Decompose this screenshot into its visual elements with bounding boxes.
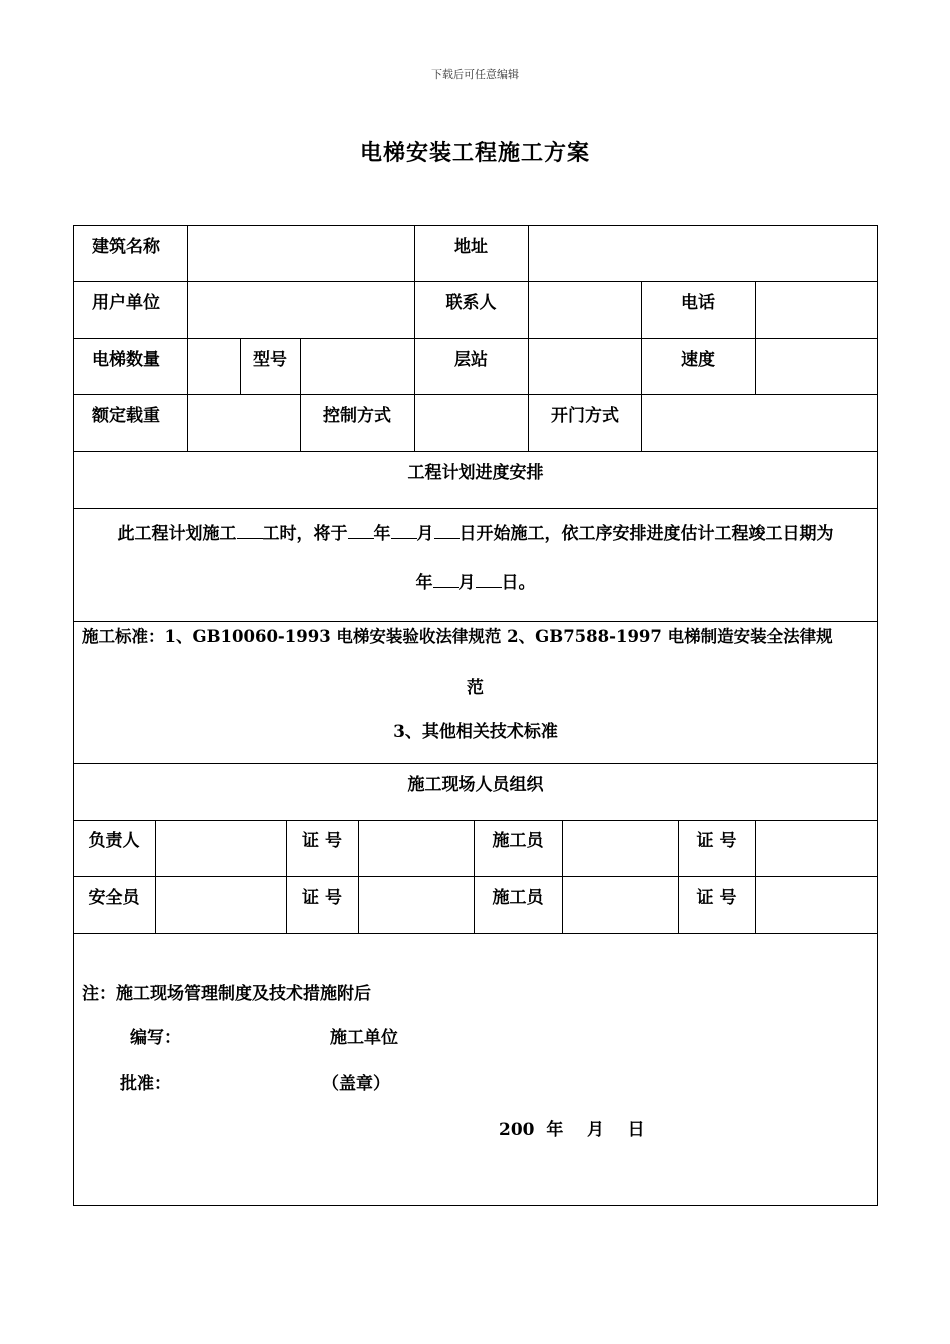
blank-underline <box>348 524 374 539</box>
col-divider <box>300 338 301 394</box>
label-building-name: 建筑名称 <box>92 237 160 257</box>
label-safety-officer: 安全员 <box>88 888 140 908</box>
schedule-heading: 工程计划进度安排 <box>407 463 544 483</box>
row-divider <box>73 621 878 622</box>
header-note: 下载后可任意编辑 <box>431 68 519 81</box>
col-divider <box>187 281 188 338</box>
schedule-text: 日。 <box>501 573 536 593</box>
blank-underline <box>434 524 460 539</box>
schedule-text: 日开始施工，依工序安排进度估计工程竣工日期为 <box>459 524 834 544</box>
label-speed: 速度 <box>681 350 715 370</box>
blank-underline <box>237 524 263 539</box>
col-divider <box>528 281 529 338</box>
schedule-text: 年 <box>415 573 433 593</box>
row-divider <box>73 933 878 934</box>
schedule-text: 工时，将于 <box>262 524 348 544</box>
note-text: 注：施工现场管理制度及技术措施附后 <box>82 984 371 1004</box>
col-divider <box>155 820 156 933</box>
blank-underline <box>433 573 459 588</box>
approve-label: 批准： <box>120 1074 171 1094</box>
col-divider <box>755 338 756 394</box>
label-elevator-count: 电梯数量 <box>92 350 160 370</box>
col-divider <box>414 394 415 451</box>
row-divider <box>73 281 878 282</box>
schedule-line-1 <box>73 519 878 544</box>
col-divider <box>755 281 756 338</box>
col-divider <box>187 225 188 281</box>
label-worker: 施工员 <box>492 888 544 908</box>
date-line: 200 年 月 日 <box>499 1120 645 1140</box>
blank-underline <box>391 524 417 539</box>
form-table <box>73 225 878 1206</box>
col-divider <box>528 225 529 281</box>
compile-label: 编写： <box>130 1028 181 1048</box>
standards-line-3: 3、其他相关技术标准 <box>393 722 558 742</box>
col-divider <box>528 338 529 394</box>
standards-line-2: 范 <box>467 678 484 698</box>
row-divider <box>73 508 878 509</box>
label-floor-station: 层站 <box>454 350 488 370</box>
schedule-text: 此工程计划施工 <box>117 524 237 544</box>
schedule-text: 月 <box>458 573 476 593</box>
label-rated-load: 额定载重 <box>92 406 160 426</box>
col-divider <box>755 820 756 933</box>
row-divider <box>73 394 878 395</box>
label-cert-no: 证 号 <box>696 888 737 908</box>
row-divider <box>73 820 878 821</box>
personnel-heading: 施工现场人员组织 <box>407 775 544 795</box>
label-leader: 负责人 <box>88 831 140 851</box>
label-model: 型号 <box>253 350 287 370</box>
label-control-mode: 控制方式 <box>323 406 391 426</box>
row-divider <box>73 451 878 452</box>
col-divider <box>562 820 563 933</box>
row-divider <box>73 338 878 339</box>
blank-underline <box>476 573 502 588</box>
seal-label: （盖章） <box>322 1074 390 1094</box>
schedule-line-2 <box>73 568 878 593</box>
label-worker: 施工员 <box>492 831 544 851</box>
page-title: 电梯安装工程施工方案 <box>359 140 590 166</box>
label-door-mode: 开门方式 <box>551 406 619 426</box>
label-cert-no: 证 号 <box>302 888 342 908</box>
schedule-text: 月 <box>416 524 434 544</box>
label-contact: 联系人 <box>445 293 497 313</box>
col-divider <box>187 394 188 451</box>
label-address: 地址 <box>454 237 488 257</box>
label-user-unit: 用户单位 <box>92 293 160 313</box>
construction-unit-label: 施工单位 <box>330 1028 398 1048</box>
row-divider <box>73 763 878 764</box>
schedule-text: 年 <box>373 524 391 544</box>
label-phone: 电话 <box>681 293 715 313</box>
col-divider <box>358 820 359 933</box>
label-cert-no: 证 号 <box>302 831 342 851</box>
label-cert-no: 证 号 <box>696 831 737 851</box>
standards-line-1: 施工标准：1、GB10060-1993 电梯安装验收法律规范 2、GB7588-1997 电梯制造安装全法律规 <box>82 627 833 646</box>
row-divider <box>73 876 878 877</box>
col-divider <box>187 338 188 394</box>
